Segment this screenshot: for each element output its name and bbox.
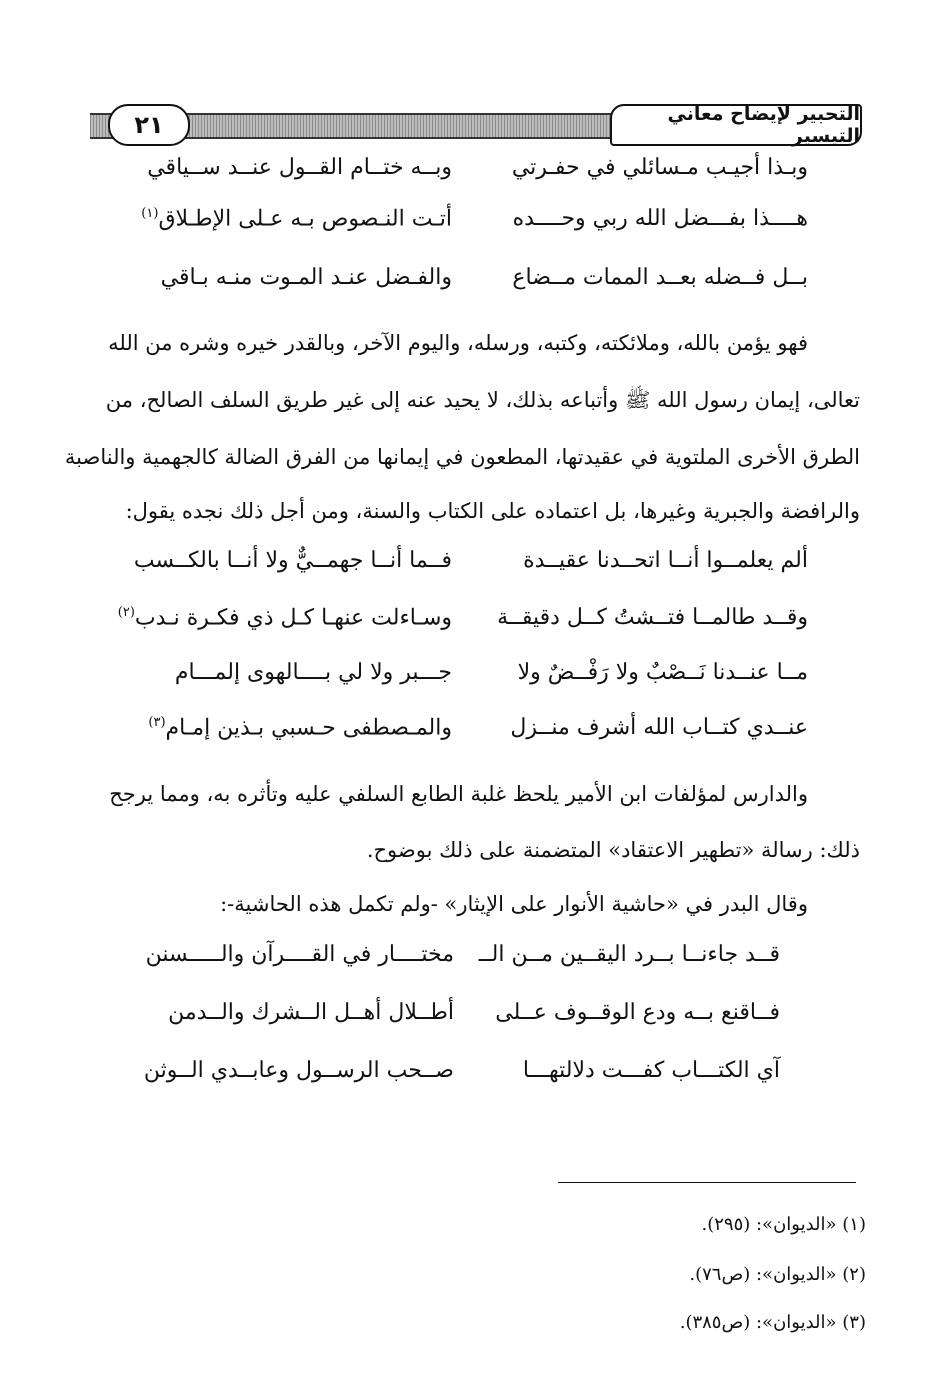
verse-first-hemistich: بــل فــضله بعــد الممات مــضاع [512,265,808,290]
verse-second-hemistich: فــما أنــا جهمــيٌّ ولا أنــا بالكــسب [133,548,452,573]
verse-line [0,206,938,246]
verse-second-hemistich: والفـضل عنـد المـوت منـه بـاقي [160,265,452,290]
verse-second-hemistich [148,715,452,740]
verse-second-hemistich [118,605,452,630]
footnote-separator [558,1182,856,1183]
verse-first-hemistich: وبـذا أجيـب مـسائلي في حفـرتي [511,155,808,180]
verse-line [0,548,938,588]
paragraph-line: وقال البدر في «حاشية الأنوار على الإيثار» -ولم تكمل هذه الحاشية-: [220,892,808,916]
verse-line [0,265,938,305]
verse-second-hemistich: أطــلال أهــل الــشرك والــدمن [168,1000,454,1025]
verse-first-hemistich: ألم يعلمــوا أنــا اتحــدنا عقيــدة [523,548,808,573]
page-number: ٢١ [108,104,190,146]
paragraph-line: ذلك: رسالة «تطهير الاعتقاد» المتضمنة على ذلك بوضوح. [366,838,860,862]
footnote-marker: (١) [141,206,159,221]
footnote: (٢) «الديوان»: (ص٧٦). [689,1264,866,1285]
verse-text: أتـت النـصوص بـه عـلى الإطـلاق [158,206,452,232]
verse-line [0,155,938,195]
verse-second-hemistich: جـــبر ولا لي بــــالهوى إلمـــام [174,660,452,685]
verse-second-hemistich: مختــــار في القــــرآن والـــــسنن [145,942,454,967]
verse-second-hemistich: صــحب الرســول وعابــدي الــوثن [143,1058,454,1083]
footnote: (٣) «الديوان»: (ص٣٨٥). [679,1312,866,1333]
verse-line [0,660,938,700]
paragraph-line: فهو يؤمن بالله، وملائكته، وكتبه، ورسله، واليوم الآخر، وبالقدر خيره وشره من الله [108,331,808,355]
verse-first-hemistich: فــاقنع بــه ودع الوقــوف عــلى [495,1000,780,1025]
verse-text: والمـصطفى حـسبي بـذين إمـام [165,715,452,741]
verse-first-hemistich: آي الكتـــاب كفـــت دلالتهـــا [522,1058,780,1083]
verse-first-hemistich: هــــذا بفـــضل الله ربي وحــــده [512,206,808,231]
paragraph-line: والرافضة والجبرية وغيرها، بل اعتماده على الكتاب والسنة، ومن أجل ذلك نجده يقول: [125,499,860,523]
paragraph-line: تعالى، إيمان رسول الله ﷺ وأتباعه بذلك، لا يحيد عنه إلى غير طريق السلف الصالح، من [105,388,860,412]
footnote-marker: (٢) [117,605,135,620]
verse-line [0,1000,938,1040]
verse-second-hemistich [141,206,452,231]
verse-line [0,605,938,645]
verse-second-hemistich: وبــه ختــام القــول عنــد ســياقي [147,155,452,180]
verse-first-hemistich: عنــدي كتــاب الله أشرف منــزل [510,715,808,740]
verse-line [0,1058,938,1098]
footnote: (١) «الديوان»: (٢٩٥). [701,1214,866,1235]
verse-first-hemistich: مــا عنــدنا نَــصْبٌ ولا رَفْــضٌ ولا [517,660,808,685]
footnote-marker: (٣) [148,715,166,730]
paragraph-line: الطرق الأخرى الملتوية في عقيدتها، المطعون في إيمانها من الفرق الضالة كالجهمية والناصبة [64,445,860,469]
paragraph-line: والدارس لمؤلفات ابن الأمير يلحظ غلبة الطابع السلفي عليه وتأثره به، ومما يرجح [109,782,808,806]
verse-text: وسـاءلت عنهـا كـل ذي فكـرة نـدب [134,605,452,631]
verse-line [0,715,938,755]
verse-first-hemistich: وقــد طالمــا فتــشتُ كــل دقيقــة [497,605,808,630]
page-header [90,104,862,146]
verse-first-hemistich: قــد جاءنــا بــرد اليقــين مــن الــ [478,942,780,967]
book-title: التحبير لإيضاح معاني التيسير [610,104,862,146]
verse-line [0,942,938,982]
